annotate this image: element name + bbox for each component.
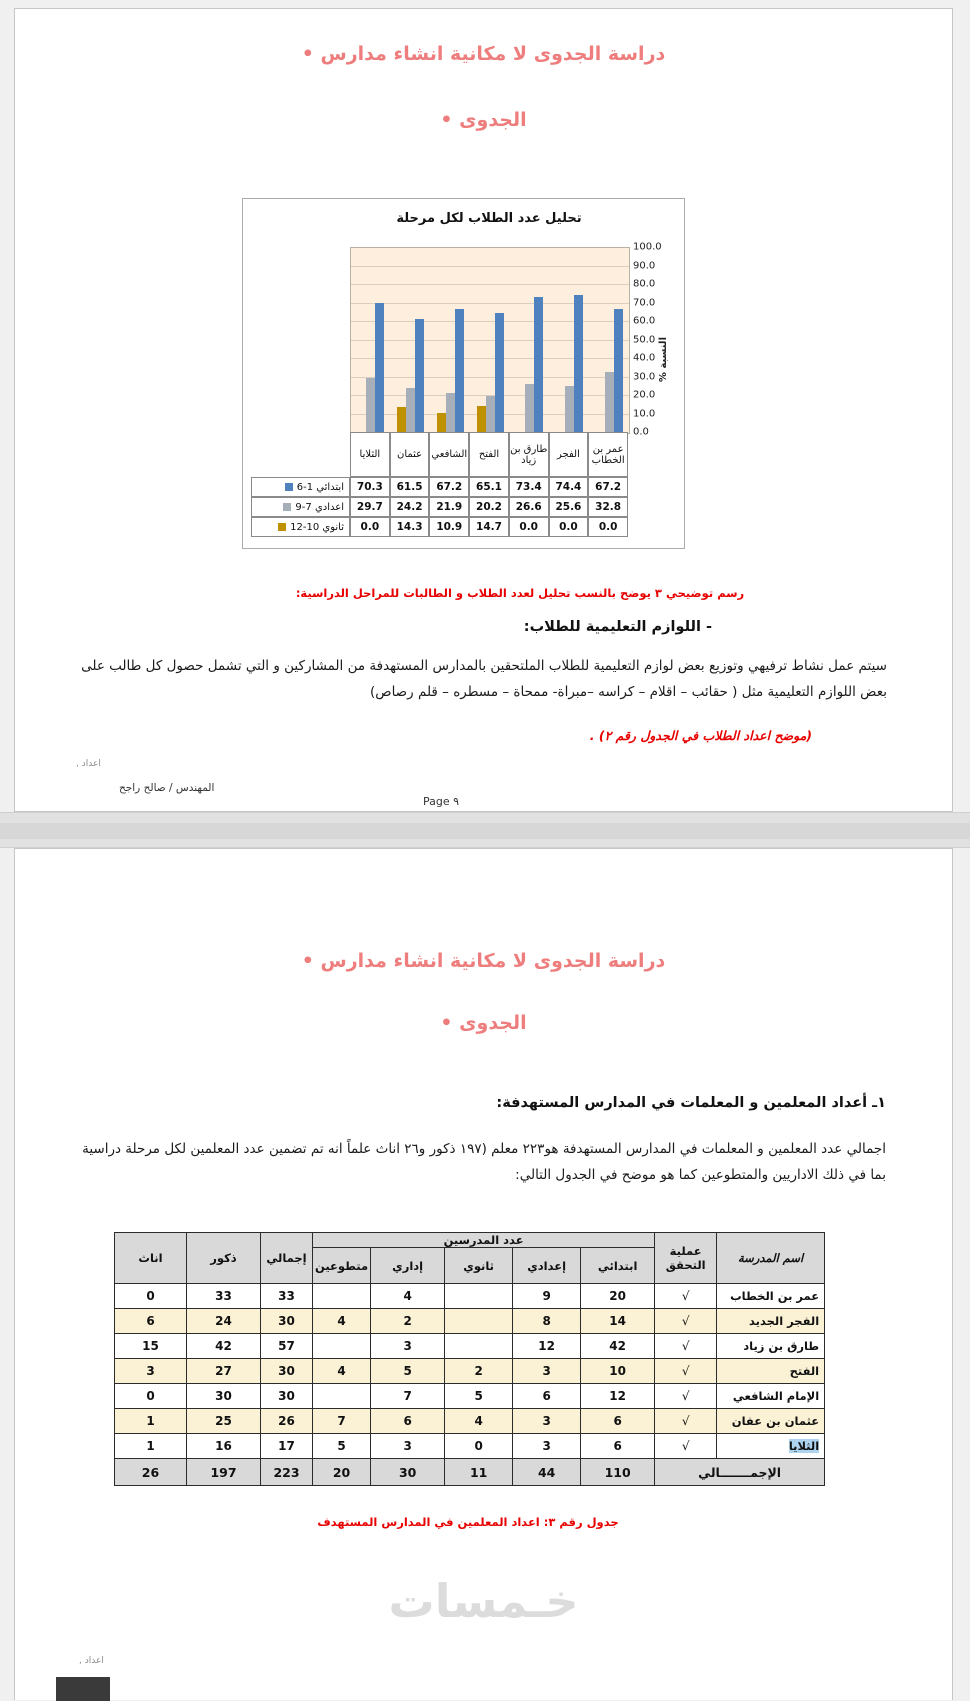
gridline bbox=[351, 358, 629, 359]
gridline bbox=[351, 303, 629, 304]
chart-value: 70.3 bbox=[350, 477, 390, 497]
total-cell: 30 bbox=[371, 1459, 445, 1486]
total-cell: 11 bbox=[445, 1459, 513, 1486]
count-cell: 30 bbox=[261, 1359, 313, 1384]
school-name: الإمام الشافعي bbox=[717, 1384, 825, 1409]
count-cell: 6 bbox=[371, 1409, 445, 1434]
chart-data-table bbox=[251, 432, 629, 537]
chart-value: 0.0 bbox=[350, 517, 390, 537]
page1-title-line2: الجدوى • bbox=[440, 109, 527, 131]
y-tick-label: 90.0 bbox=[633, 260, 656, 271]
cut-off-element bbox=[56, 1677, 110, 1701]
chart-plot-area bbox=[350, 247, 630, 434]
gridline bbox=[351, 284, 629, 285]
count-cell: 2 bbox=[371, 1309, 445, 1334]
gridline bbox=[351, 266, 629, 267]
count-cell: 4 bbox=[313, 1309, 371, 1334]
school-row bbox=[115, 1409, 825, 1434]
bar-ثانوي 10-12 bbox=[477, 406, 486, 433]
bar-ابتدائي 1-6 bbox=[534, 297, 543, 433]
bar-ابتدائي 1-6 bbox=[455, 309, 464, 433]
count-cell: 42 bbox=[187, 1334, 261, 1359]
count-cell: 3 bbox=[513, 1359, 581, 1384]
prepared-label: اعداد , bbox=[76, 759, 101, 769]
bar-ابتدائي 1-6 bbox=[375, 303, 384, 433]
y-tick-label: 30.0 bbox=[633, 371, 656, 382]
school-name: الفجر الجديد bbox=[717, 1309, 825, 1334]
page-separator-band bbox=[0, 823, 970, 839]
legend-entry bbox=[251, 497, 350, 517]
supplies-paragraph: سيتم عمل نشاط ترفيهي وتوزيع بعض لوازم التعليمية للطلاب الملتحقين بالمدارس المستهدفة من المشاركين و التي تشمل حصول كل طالب على بعض اللوازم التعليمية مثل ( حقائب – اقلام – كراسه –مبراة- ممحاة – مسطره – قلم رصاص) bbox=[81, 658, 887, 700]
count-cell: 3 bbox=[513, 1434, 581, 1459]
category-label: الشافعي bbox=[429, 432, 469, 477]
count-cell: 12 bbox=[581, 1384, 655, 1409]
bar-اعدادي 7-9 bbox=[565, 386, 574, 433]
count-cell: 12 bbox=[513, 1334, 581, 1359]
count-cell: 6 bbox=[115, 1309, 187, 1334]
y-tick-label: 70.0 bbox=[633, 297, 656, 308]
bar-اعدادي 7-9 bbox=[486, 396, 495, 433]
table-header: ثانوي bbox=[445, 1248, 513, 1284]
chart-value: 65.1 bbox=[469, 477, 509, 497]
school-row bbox=[115, 1384, 825, 1409]
chart-value: 73.4 bbox=[509, 477, 549, 497]
chart-value: 24.2 bbox=[390, 497, 430, 517]
category-label: عمر بن الخطاب bbox=[588, 432, 628, 477]
total-cell: 197 bbox=[187, 1459, 261, 1486]
supplies-heading: - اللوازم التعليمية للطلاب: bbox=[523, 619, 712, 635]
chart-value: 0.0 bbox=[588, 517, 628, 537]
prepared-label-2: اعداد , bbox=[79, 1656, 104, 1666]
count-cell bbox=[313, 1284, 371, 1309]
highlighted-school-name: الثلايا bbox=[788, 1439, 820, 1454]
chart-caption: رسم توضيحي ٣ يوضح بالنسب تحليل لعدد الطلاب و الطالبات للمراحل الدراسية: bbox=[295, 586, 745, 600]
count-cell: 17 bbox=[261, 1434, 313, 1459]
teachers-count-table bbox=[114, 1232, 825, 1486]
author-name: المهندس / صالح راجح bbox=[119, 782, 215, 794]
count-cell: 7 bbox=[371, 1384, 445, 1409]
verified-checkmark: √ bbox=[655, 1284, 717, 1309]
count-cell bbox=[445, 1309, 513, 1334]
count-cell: 6 bbox=[581, 1434, 655, 1459]
page-number: Page ٩ bbox=[422, 795, 460, 808]
y-tick-label: 0.0 bbox=[633, 426, 649, 438]
chart-value: 67.2 bbox=[429, 477, 469, 497]
school-name bbox=[717, 1434, 825, 1459]
page1-title-line1: دراسة الجدوى لا مكانية انشاء مدارس • bbox=[301, 43, 666, 65]
table-header: إداري bbox=[371, 1248, 445, 1284]
count-cell: 27 bbox=[187, 1359, 261, 1384]
count-cell: 1 bbox=[115, 1409, 187, 1434]
khamsat-watermark: خـمسات bbox=[388, 1574, 579, 1628]
chart-value: 26.6 bbox=[509, 497, 549, 517]
legend-label: اعدادي 7-9 bbox=[295, 501, 344, 513]
chart-value: 0.0 bbox=[549, 517, 589, 537]
bar-اعدادي 7-9 bbox=[605, 372, 614, 433]
count-cell: 33 bbox=[187, 1284, 261, 1309]
count-cell: 3 bbox=[115, 1359, 187, 1384]
page2-title-line2: الجدوى • bbox=[440, 1012, 527, 1034]
page-1 bbox=[14, 8, 953, 812]
verified-checkmark: √ bbox=[655, 1334, 717, 1359]
students-count-note: (موضح اعداد الطلاب في الجدول رقم ٢) . bbox=[589, 728, 812, 743]
bar-اعدادي 7-9 bbox=[525, 384, 534, 433]
count-cell: 42 bbox=[581, 1334, 655, 1359]
count-cell: 4 bbox=[371, 1284, 445, 1309]
legend-entry bbox=[251, 517, 350, 537]
y-tick-label: 10.0 bbox=[633, 408, 656, 419]
table-header: إعدادي bbox=[513, 1248, 581, 1284]
count-cell: 14 bbox=[581, 1309, 655, 1334]
count-cell: 0 bbox=[445, 1434, 513, 1459]
bar-ابتدائي 1-6 bbox=[574, 295, 583, 433]
verified-checkmark: √ bbox=[655, 1309, 717, 1334]
count-cell: 9 bbox=[513, 1284, 581, 1309]
school-name: عثمان بن عفان bbox=[717, 1409, 825, 1434]
school-row bbox=[115, 1434, 825, 1459]
count-cell: 6 bbox=[581, 1409, 655, 1434]
table-header: اناث bbox=[115, 1233, 187, 1284]
verified-checkmark: √ bbox=[655, 1384, 717, 1409]
school-row bbox=[115, 1334, 825, 1359]
count-cell: 5 bbox=[313, 1434, 371, 1459]
legend-label: ثانوي 10-12 bbox=[290, 521, 344, 533]
table-header: ذكور bbox=[187, 1233, 261, 1284]
count-cell: 2 bbox=[445, 1359, 513, 1384]
school-row bbox=[115, 1309, 825, 1334]
chart-value: 67.2 bbox=[588, 477, 628, 497]
chart-value: 21.9 bbox=[429, 497, 469, 517]
count-cell: 30 bbox=[261, 1384, 313, 1409]
count-cell: 26 bbox=[261, 1409, 313, 1434]
table-header: ابتدائي bbox=[581, 1248, 655, 1284]
count-cell: 30 bbox=[187, 1384, 261, 1409]
page2-title-line1: دراسة الجدوى لا مكانية انشاء مدارس • bbox=[301, 950, 666, 972]
verified-checkmark: √ bbox=[655, 1434, 717, 1459]
count-cell: 0 bbox=[115, 1384, 187, 1409]
table-caption: جدول رقم ٣: اعداد المعلمين في المدارس المستهدف bbox=[317, 1515, 619, 1529]
school-row bbox=[115, 1284, 825, 1309]
count-cell bbox=[313, 1334, 371, 1359]
count-cell: 3 bbox=[371, 1334, 445, 1359]
chart-title: تحليل عدد الطلاب لكل مرحلة bbox=[396, 211, 582, 226]
count-cell: 16 bbox=[187, 1434, 261, 1459]
bar-ابتدائي 1-6 bbox=[415, 319, 424, 433]
y-tick-label: 100.0 bbox=[633, 241, 662, 253]
chart-value: 20.2 bbox=[469, 497, 509, 517]
y-tick-label: 40.0 bbox=[633, 352, 656, 364]
teachers-paragraph: اجمالي عدد المعلمين و المعلمات في المدارس المستهدفة هو٢٢٣ معلم (١٩٧ ذكور و٢٦ اناث علماً انه تم تضمين عدد المعلمين لكل مرحلة دراسية بما في ذلك الاداريين والمتطوعين كما هو موضح في الجدول التالي: bbox=[82, 1141, 886, 1183]
count-cell bbox=[313, 1384, 371, 1409]
table-header: اسم المدرسة bbox=[717, 1233, 825, 1284]
verified-checkmark: √ bbox=[655, 1359, 717, 1384]
legend-entry bbox=[251, 477, 350, 497]
table-header: عدد المدرسين bbox=[313, 1233, 655, 1248]
count-cell: 30 bbox=[261, 1309, 313, 1334]
category-label: الفجر bbox=[549, 432, 589, 477]
total-row bbox=[115, 1459, 825, 1486]
total-cell: 110 bbox=[581, 1459, 655, 1486]
count-cell bbox=[445, 1334, 513, 1359]
table-header: متطوعين bbox=[313, 1248, 371, 1284]
count-cell: 5 bbox=[445, 1384, 513, 1409]
count-cell: 33 bbox=[261, 1284, 313, 1309]
chart-value: 0.0 bbox=[509, 517, 549, 537]
gridline bbox=[351, 340, 629, 341]
table-header: عملية التحقق bbox=[655, 1233, 717, 1284]
count-cell: 3 bbox=[513, 1409, 581, 1434]
bar-ثانوي 10-12 bbox=[397, 407, 406, 433]
category-label: الفتح bbox=[469, 432, 509, 477]
count-cell: 6 bbox=[513, 1384, 581, 1409]
count-cell: 5 bbox=[371, 1359, 445, 1384]
students-analysis-chart bbox=[242, 198, 685, 549]
category-label: الثلايا bbox=[350, 432, 390, 477]
bar-ابتدائي 1-6 bbox=[495, 313, 504, 433]
count-cell: 10 bbox=[581, 1359, 655, 1384]
count-cell: 25 bbox=[187, 1409, 261, 1434]
total-cell: 44 bbox=[513, 1459, 581, 1486]
bar-ثانوي 10-12 bbox=[437, 413, 446, 433]
chart-value: 14.3 bbox=[390, 517, 430, 537]
bar-اعدادي 7-9 bbox=[446, 393, 455, 434]
count-cell: 7 bbox=[313, 1409, 371, 1434]
count-cell: 24 bbox=[187, 1309, 261, 1334]
total-cell: 223 bbox=[261, 1459, 313, 1486]
y-tick-label: 60.0 bbox=[633, 315, 656, 327]
count-cell bbox=[445, 1284, 513, 1309]
y-tick-label: 50.0 bbox=[633, 334, 656, 345]
category-label: طارق بن زياد bbox=[509, 432, 549, 477]
teachers-heading: ١ـ أعداد المعلمين و المعلمات في المدارس المستهدفة: bbox=[496, 1095, 886, 1111]
count-cell: 0 bbox=[115, 1284, 187, 1309]
legend-label: ابتدائي 1-6 bbox=[296, 481, 344, 493]
chart-y-axis-title: النسبة % bbox=[658, 337, 669, 383]
count-cell: 8 bbox=[513, 1309, 581, 1334]
count-cell: 20 bbox=[581, 1284, 655, 1309]
chart-value: 61.5 bbox=[390, 477, 430, 497]
total-cell: 26 bbox=[115, 1459, 187, 1486]
total-label: الإجمـــــــالي bbox=[655, 1459, 825, 1486]
gridline bbox=[351, 377, 629, 378]
count-cell: 15 bbox=[115, 1334, 187, 1359]
count-cell: 4 bbox=[445, 1409, 513, 1434]
gridline bbox=[351, 321, 629, 322]
school-name: الفتح bbox=[717, 1359, 825, 1384]
legend-color-key bbox=[283, 503, 291, 511]
verified-checkmark: √ bbox=[655, 1409, 717, 1434]
chart-value: 29.7 bbox=[350, 497, 390, 517]
count-cell: 1 bbox=[115, 1434, 187, 1459]
table-header: إجمالي bbox=[261, 1233, 313, 1284]
chart-value: 25.6 bbox=[549, 497, 589, 517]
category-label: عثمان bbox=[390, 432, 430, 477]
legend-color-key bbox=[285, 483, 293, 491]
bar-اعدادي 7-9 bbox=[406, 388, 415, 433]
count-cell: 3 bbox=[371, 1434, 445, 1459]
total-cell: 20 bbox=[313, 1459, 371, 1486]
chart-value: 32.8 bbox=[588, 497, 628, 517]
page-separator bbox=[0, 812, 970, 848]
y-tick-label: 20.0 bbox=[633, 389, 656, 401]
school-name: عمر بن الخطاب bbox=[717, 1284, 825, 1309]
count-cell: 57 bbox=[261, 1334, 313, 1359]
school-row bbox=[115, 1359, 825, 1384]
y-tick-label: 80.0 bbox=[633, 278, 656, 290]
legend-color-key bbox=[278, 523, 286, 531]
school-name: طارق بن زياد bbox=[717, 1334, 825, 1359]
bar-ابتدائي 1-6 bbox=[614, 309, 623, 433]
bar-اعدادي 7-9 bbox=[366, 378, 375, 433]
chart-value: 14.7 bbox=[469, 517, 509, 537]
chart-value: 74.4 bbox=[549, 477, 589, 497]
chart-value: 10.9 bbox=[429, 517, 469, 537]
count-cell: 4 bbox=[313, 1359, 371, 1384]
page-2 bbox=[14, 848, 953, 1700]
